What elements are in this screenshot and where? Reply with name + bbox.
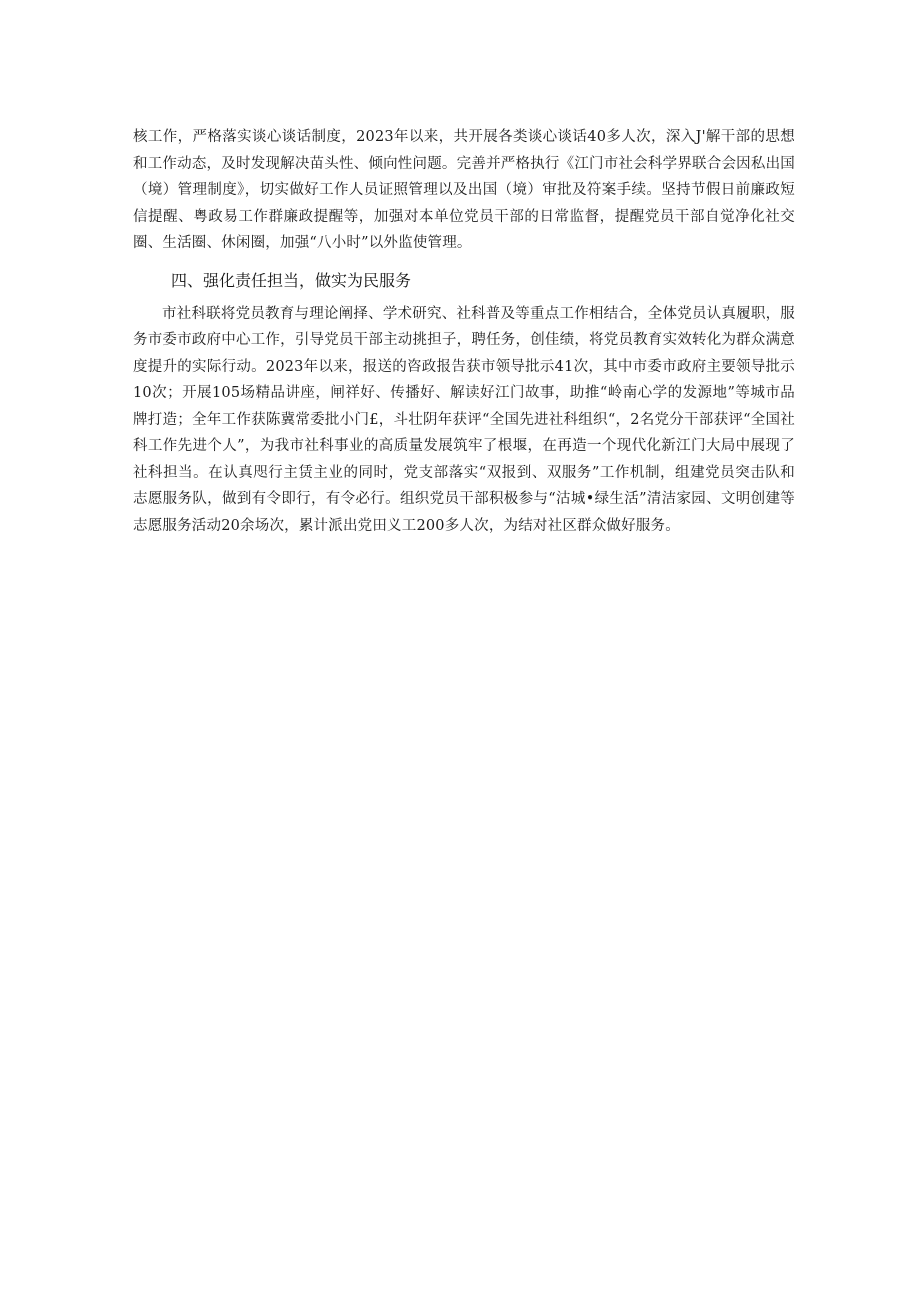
paragraph-continuation: 核工作，严格落实谈心谈话制度，2023年以来，共开展各类谈心谈话40多人次，深入J'解干部的思想和工作动态，及时发现解决苗头性、倾向性问题。完善并严格执行《江门市社会科学界联合会因私出国（境）管理制度》，切实做好工作人员证照管理以及出国（境）审批及符案手续。坚持节假日前廉政短信提醒、粤政易工作群廉政提醒等，加强对本单位党员干部的日常监督，提醒党员干部自觉净化社交圈、生活圈、休闲圈，加强“八小时”以外监使管理。	[133, 129, 795, 251]
document-body	[133, 124, 795, 539]
section-heading-4: 四、强化责任担当，做实为民服务	[171, 270, 412, 290]
paragraph-section-4: 市社科联将党员教育与理论阐择、学术研究、社科普及等重点工作相结合，全体党员认真履职，服务市委市政府中心工作，引导党员干部主动挑担子，聘任务，创佳绩，将党员教育实效转化为群众满意度提升的实际行动。2023年以来，报送的咨政报告获市领导批示41次，其中市委市政府主要领导批示10次；开展105场精品讲座，闸祥好、传播好、解读好江门故事，助推“岭南心学的发源地”等城市品牌打造；全年工作获陈冀常委批小门£，斗壮阴年获评“全国先进社科组织“，2名党分干部获评“全国社科工作先进个人”，为我市社科事业的高质量发展筑牢了根堰，在再造一个现代化新江门大局中展现了社科担当。在认真咫行主赁主业的同时，党支部落实“双报到、双服务”工作机制，组建党员突击队和志愿服务队，做到有令即行，有令必行。组织党员干部积极参与“沽城•绿生活”清洁家园、文明创建等志愿服务活动20余场次，累计派出党田义工200多人次，为结对社区群众做好服务。	[133, 305, 795, 534]
